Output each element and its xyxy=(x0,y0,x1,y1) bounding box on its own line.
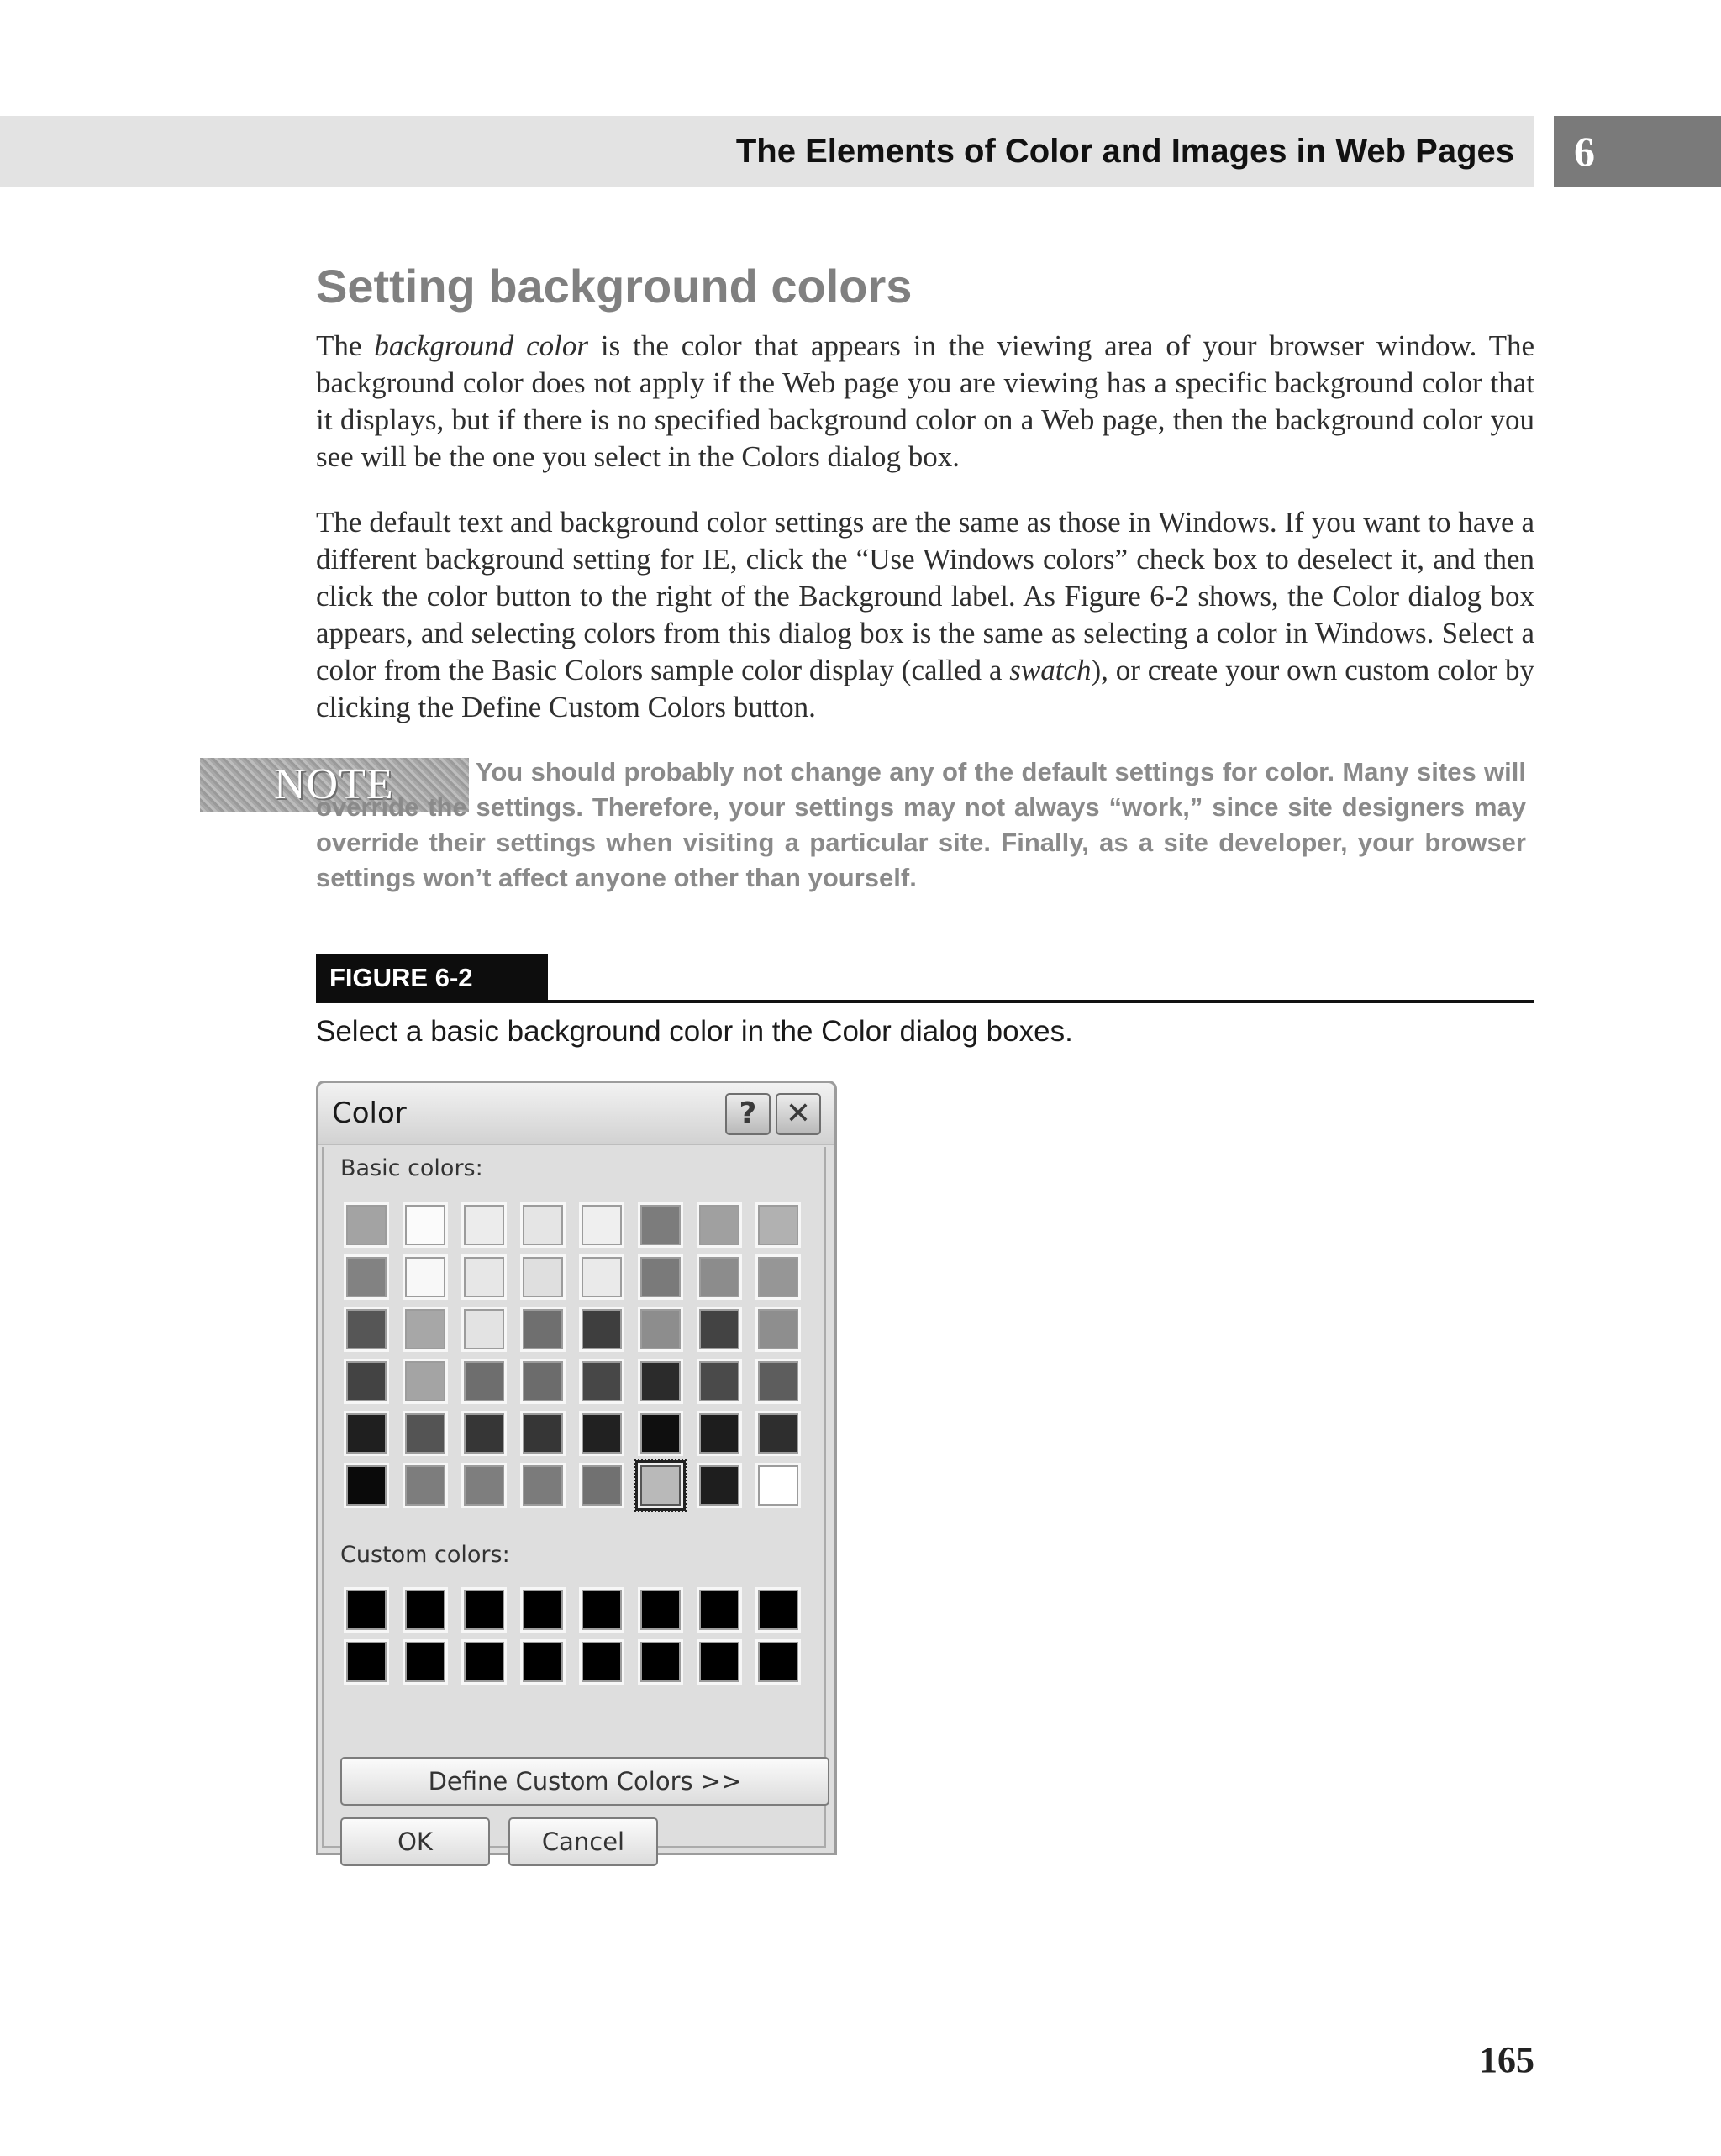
basic-color-swatch[interactable] xyxy=(520,1202,566,1248)
basic-color-swatch[interactable] xyxy=(403,1411,448,1456)
basic-color-swatch[interactable] xyxy=(403,1307,448,1352)
basic-color-swatch[interactable] xyxy=(461,1202,507,1248)
custom-color-swatch[interactable] xyxy=(579,1639,624,1685)
dialog-titlebar[interactable] xyxy=(318,1083,834,1145)
help-icon: ? xyxy=(739,1096,757,1131)
paragraph-text: The xyxy=(316,329,375,362)
custom-color-swatch[interactable] xyxy=(520,1639,566,1685)
cancel-button[interactable]: Cancel xyxy=(508,1817,658,1866)
basic-color-swatch[interactable] xyxy=(638,1359,683,1404)
basic-color-swatch[interactable] xyxy=(697,1307,742,1352)
paragraph-text: is the color that appears in the viewing area of your browser window. The background color does not apply if the Web page you are viewing has a specific background color that it displays, but if there is no specified background color on a Web page, then the background color you see will be the one you select in the Colors dialog box. xyxy=(316,329,1534,473)
basic-color-swatch[interactable] xyxy=(461,1411,507,1456)
basic-color-swatch[interactable] xyxy=(461,1254,507,1300)
basic-color-swatch[interactable] xyxy=(697,1411,742,1456)
custom-color-swatch[interactable] xyxy=(403,1639,448,1685)
custom-color-swatch[interactable] xyxy=(461,1587,507,1633)
basic-color-swatch[interactable] xyxy=(755,1202,801,1248)
paragraph-text: The default text and background color settings are the same as those in Windows. If you want to have a different background setting for IE, click the “Use Windows colors” check box to deselect it, and then click the color button to the right of the Background label. As Figure 6-2 shows, the Color dialog box appears, and selecting colors from this dialog box is the same as selecting a color in Windows. Select a color from the Basic Colors sample color display (called a xyxy=(316,506,1534,686)
custom-color-swatch[interactable] xyxy=(638,1587,683,1633)
custom-color-swatch[interactable] xyxy=(755,1639,801,1685)
basic-colors-grid xyxy=(344,1202,801,1508)
basic-color-swatch[interactable] xyxy=(579,1202,624,1248)
basic-color-swatch[interactable] xyxy=(638,1202,683,1248)
basic-color-swatch[interactable] xyxy=(579,1254,624,1300)
custom-colors-label: Custom colors: xyxy=(340,1542,510,1568)
note-badge-label: NOTE xyxy=(274,760,394,808)
paragraph-emphasis: background color xyxy=(374,329,588,362)
basic-color-swatch[interactable] xyxy=(403,1359,448,1404)
basic-color-swatch[interactable] xyxy=(638,1307,683,1352)
basic-color-swatch[interactable] xyxy=(403,1254,448,1300)
basic-color-swatch[interactable] xyxy=(344,1254,389,1300)
running-header-title: The Elements of Color and Images in Web Pages xyxy=(735,133,1514,170)
basic-color-swatch[interactable] xyxy=(520,1254,566,1300)
custom-color-swatch[interactable] xyxy=(403,1587,448,1633)
figure-label-text: FIGURE 6-2 xyxy=(329,963,473,992)
section-title: Setting background colors xyxy=(316,260,913,313)
running-header xyxy=(0,116,1534,187)
dialog-title: Color xyxy=(332,1096,407,1130)
basic-color-swatch[interactable] xyxy=(697,1359,742,1404)
basic-color-swatch[interactable] xyxy=(461,1359,507,1404)
basic-color-swatch[interactable] xyxy=(461,1463,507,1508)
basic-color-swatch[interactable] xyxy=(344,1463,389,1508)
custom-color-swatch[interactable] xyxy=(344,1639,389,1685)
basic-color-swatch[interactable] xyxy=(344,1307,389,1352)
basic-color-swatch[interactable] xyxy=(344,1359,389,1404)
basic-color-swatch[interactable] xyxy=(344,1202,389,1248)
close-icon: ✕ xyxy=(785,1096,812,1131)
custom-color-swatch[interactable] xyxy=(755,1587,801,1633)
chapter-number: 6 xyxy=(1574,128,1595,175)
basic-color-swatch[interactable] xyxy=(755,1254,801,1300)
figure-label xyxy=(316,954,548,1002)
basic-color-swatch[interactable] xyxy=(638,1254,683,1300)
custom-color-swatch[interactable] xyxy=(697,1587,742,1633)
basic-color-swatch[interactable] xyxy=(755,1411,801,1456)
figure-caption: Select a basic background color in the Color dialog boxes. xyxy=(316,1015,1073,1048)
paragraph-default-settings xyxy=(316,504,1534,726)
basic-color-swatch[interactable] xyxy=(403,1463,448,1508)
basic-color-swatch[interactable] xyxy=(520,1411,566,1456)
basic-color-swatch[interactable] xyxy=(638,1411,683,1456)
basic-color-swatch[interactable] xyxy=(579,1411,624,1456)
basic-color-swatch[interactable] xyxy=(403,1202,448,1248)
basic-color-swatch[interactable] xyxy=(520,1463,566,1508)
basic-color-swatch[interactable] xyxy=(755,1307,801,1352)
custom-color-swatch[interactable] xyxy=(697,1639,742,1685)
color-dialog xyxy=(316,1081,837,1855)
basic-color-swatch[interactable] xyxy=(697,1202,742,1248)
paragraph-background-color xyxy=(316,328,1534,476)
note-text xyxy=(316,755,1526,896)
basic-color-swatch[interactable] xyxy=(579,1463,624,1508)
page-number: 165 xyxy=(1479,2039,1534,2080)
basic-color-swatch[interactable] xyxy=(579,1359,624,1404)
chapter-tab xyxy=(1554,116,1721,187)
basic-color-swatch[interactable] xyxy=(755,1463,801,1508)
define-custom-colors-button[interactable]: Define Custom Colors >> xyxy=(340,1757,829,1806)
custom-color-swatch[interactable] xyxy=(579,1587,624,1633)
basic-color-swatch[interactable] xyxy=(579,1307,624,1352)
basic-color-swatch[interactable] xyxy=(697,1463,742,1508)
custom-color-swatch[interactable] xyxy=(344,1587,389,1633)
custom-color-swatch[interactable] xyxy=(461,1639,507,1685)
help-button[interactable] xyxy=(725,1093,771,1135)
basic-color-swatch[interactable] xyxy=(461,1307,507,1352)
custom-colors-grid xyxy=(344,1587,801,1685)
basic-color-swatch[interactable] xyxy=(638,1463,683,1508)
close-button[interactable] xyxy=(776,1093,821,1135)
paragraph-emphasis: swatch xyxy=(1009,654,1092,686)
basic-color-swatch[interactable] xyxy=(520,1307,566,1352)
paragraph-text: ), or create your own custom color by clicking the Define Custom Colors button. xyxy=(316,654,1534,723)
basic-colors-label: Basic colors: xyxy=(340,1155,483,1181)
basic-color-swatch[interactable] xyxy=(344,1411,389,1456)
ok-button[interactable]: OK xyxy=(340,1817,490,1866)
dialog-body xyxy=(322,1147,826,1856)
basic-color-swatch[interactable] xyxy=(520,1359,566,1404)
custom-color-swatch[interactable] xyxy=(638,1639,683,1685)
note-body: You should probably not change any of the default settings for color. Many sites will override the settings. Therefore, your settings may not always “work,” since site designers may override their settings when visiting a particular site. Finally, as a site developer, your browser settings won’t affect anyone other than yourself. xyxy=(316,757,1526,892)
basic-color-swatch[interactable] xyxy=(697,1254,742,1300)
custom-color-swatch[interactable] xyxy=(520,1587,566,1633)
basic-color-swatch[interactable] xyxy=(755,1359,801,1404)
